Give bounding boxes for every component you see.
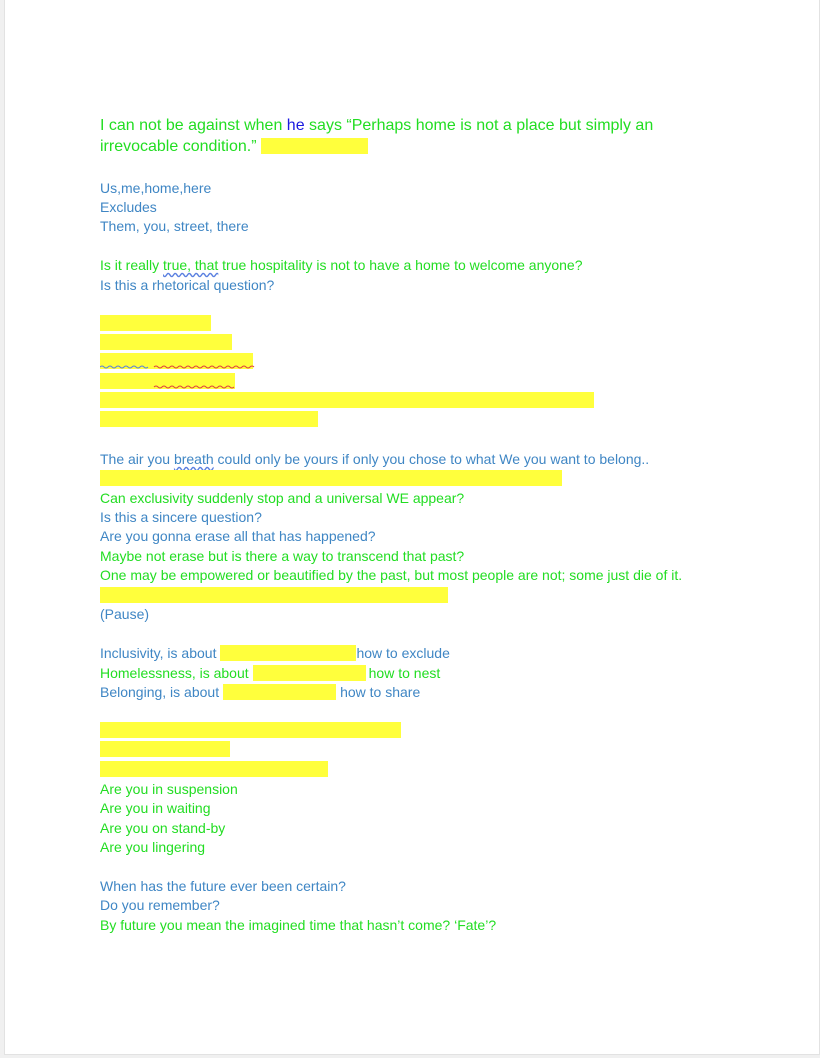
air-text: The air you (100, 451, 174, 467)
pause-line: (Pause) (100, 606, 150, 622)
stanza-line: Excludes (100, 199, 157, 215)
question-text: true hospitality is not to have a home to welcome anyone? (218, 257, 583, 273)
waiting-line: Are you in suspension (100, 781, 238, 797)
highlight-block (100, 411, 318, 427)
waiting-line: Are you on stand-by (100, 820, 226, 836)
spellcheck-underlined-text[interactable]: breath (173, 451, 214, 467)
highlight-block (100, 334, 232, 350)
about-right: how to nest (368, 665, 441, 681)
waiting-line: Are you lingering (100, 839, 206, 855)
highlight-block (100, 392, 594, 408)
highlight-block (253, 665, 366, 681)
future-line: Do you remember? (100, 897, 220, 913)
waiting-line: Are you in waiting (100, 800, 211, 816)
stanza-line: Us,me,home,here (100, 180, 212, 196)
highlight-block (220, 645, 356, 661)
highlight-block (100, 470, 562, 486)
question-line-1 (100, 257, 583, 273)
future-line: By future you mean the imagined time that hasn’t come? ‘Fate’? (100, 917, 497, 933)
about-left: Homelessness, is about (100, 665, 249, 681)
air-line (100, 451, 649, 467)
about-right: how to exclude (356, 645, 450, 661)
paragraph-quote-line2 (100, 137, 257, 156)
body-line: Is this a sincere question? (100, 509, 262, 525)
quote-text-a: I can not be against when (100, 117, 287, 134)
air-text: could only be yours if only you chose to what We you want to belong.. (213, 451, 650, 467)
quote-text-c: irrevocable condition.” (100, 138, 257, 155)
question-line-2: Is this a rhetorical question? (100, 277, 275, 293)
about-line-1 (100, 645, 450, 661)
highlight-block (223, 684, 336, 700)
about-left: Inclusivity, is about (100, 645, 217, 661)
quote-text-b: says “Perhaps home is not a place but simply an (304, 117, 654, 134)
about-line-2 (100, 665, 440, 681)
body-line: Are you gonna erase all that has happened? (100, 528, 376, 544)
future-line: When has the future ever been certain? (100, 878, 346, 894)
highlight-block (100, 315, 211, 331)
about-left: Belonging, is about (100, 684, 220, 700)
highlight-block (100, 761, 328, 777)
highlight-block (261, 138, 368, 154)
body-line: One may be empowered or beautified by the past, but most people are not; some just die of it. (100, 567, 683, 583)
question-text: Is it really (100, 257, 164, 273)
body-line: Can exclusivity suddenly stop and a universal WE appear? (100, 490, 465, 506)
highlight-block (100, 587, 448, 603)
spellcheck-squiggles (100, 365, 260, 391)
highlight-block (100, 722, 401, 738)
spellcheck-underlined-text[interactable]: true, that (163, 257, 219, 273)
about-line-3 (100, 684, 420, 700)
paragraph-quote-line1 (100, 116, 653, 135)
stanza-line: Them, you, street, there (100, 218, 249, 234)
body-line: Maybe not erase but is there a way to transcend that past? (100, 548, 465, 564)
about-right: how to share (340, 684, 421, 700)
highlight-block (100, 741, 230, 757)
quote-he: he (286, 117, 305, 134)
